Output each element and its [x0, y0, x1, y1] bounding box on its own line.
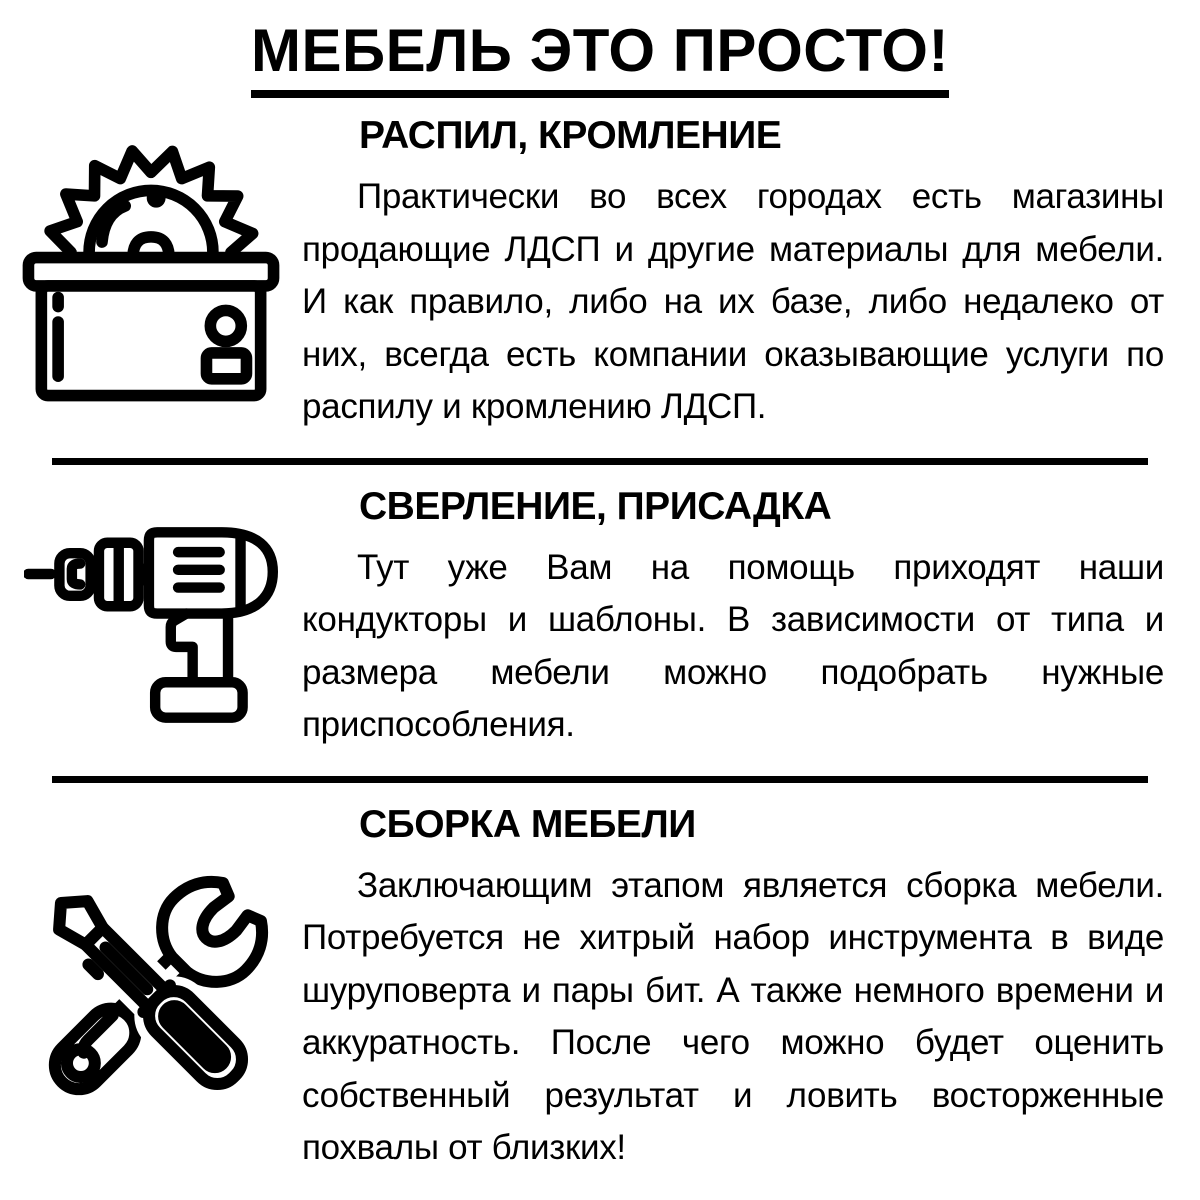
drill-icon: [24, 527, 278, 723]
section-sborka: [0, 783, 1200, 1175]
section-sverlenie-body: Тут уже Вам на помощь приходят наши кондукторы и шаблоны. В зависимости от типа и размера мебели можно подобрать нужные приспособления.: [302, 547, 1164, 744]
section-raspil: [0, 102, 1200, 458]
divider-1: [52, 458, 1148, 465]
section-raspil-body: Практически во всех городах есть магазины продающие ЛДСП и другие материалы для мебели. И как правило, либо на их базе, либо недалеко от них, всегда есть компании оказывающие услуги по распилу и кромлению ЛДСП.: [302, 177, 1164, 426]
page-title: МЕБЕЛЬ ЭТО ПРОСТО!: [251, 16, 949, 98]
table-saw-icon: [22, 144, 280, 402]
section-raspil-heading: РАСПИЛ, КРОМЛЕНИЕ: [359, 114, 782, 157]
section-sverlenie-icon-col: [0, 485, 302, 723]
section-raspil-icon-col: [0, 114, 302, 402]
section-sverlenie-heading: СВЕРЛЕНИЕ, ПРИСАДКА: [359, 484, 832, 528]
section-sborka-body: Заключающим этапом является сборка мебели. Потребуется не хитрый набор инструмента в виде шуруповерта и пары бит. А также немного времени и аккуратность. После чего можно будет оценить собственный результат и ловить восторженные похвалы от близких!: [302, 865, 1164, 1167]
section-sborka-heading: СБОРКА МЕБЕЛИ: [359, 802, 696, 846]
section-sborka-text-col: [302, 803, 1200, 1175]
tools-icon: [17, 859, 285, 1127]
section-sverlenie-text-col: [302, 485, 1200, 752]
screwdriver-icon: [44, 885, 252, 1093]
page-title-wrap: [0, 16, 1200, 98]
section-sborka-icon-col: [0, 803, 302, 1127]
divider-2: [52, 776, 1148, 783]
section-sverlenie: [0, 465, 1200, 776]
section-raspil-text-col: [302, 114, 1200, 434]
